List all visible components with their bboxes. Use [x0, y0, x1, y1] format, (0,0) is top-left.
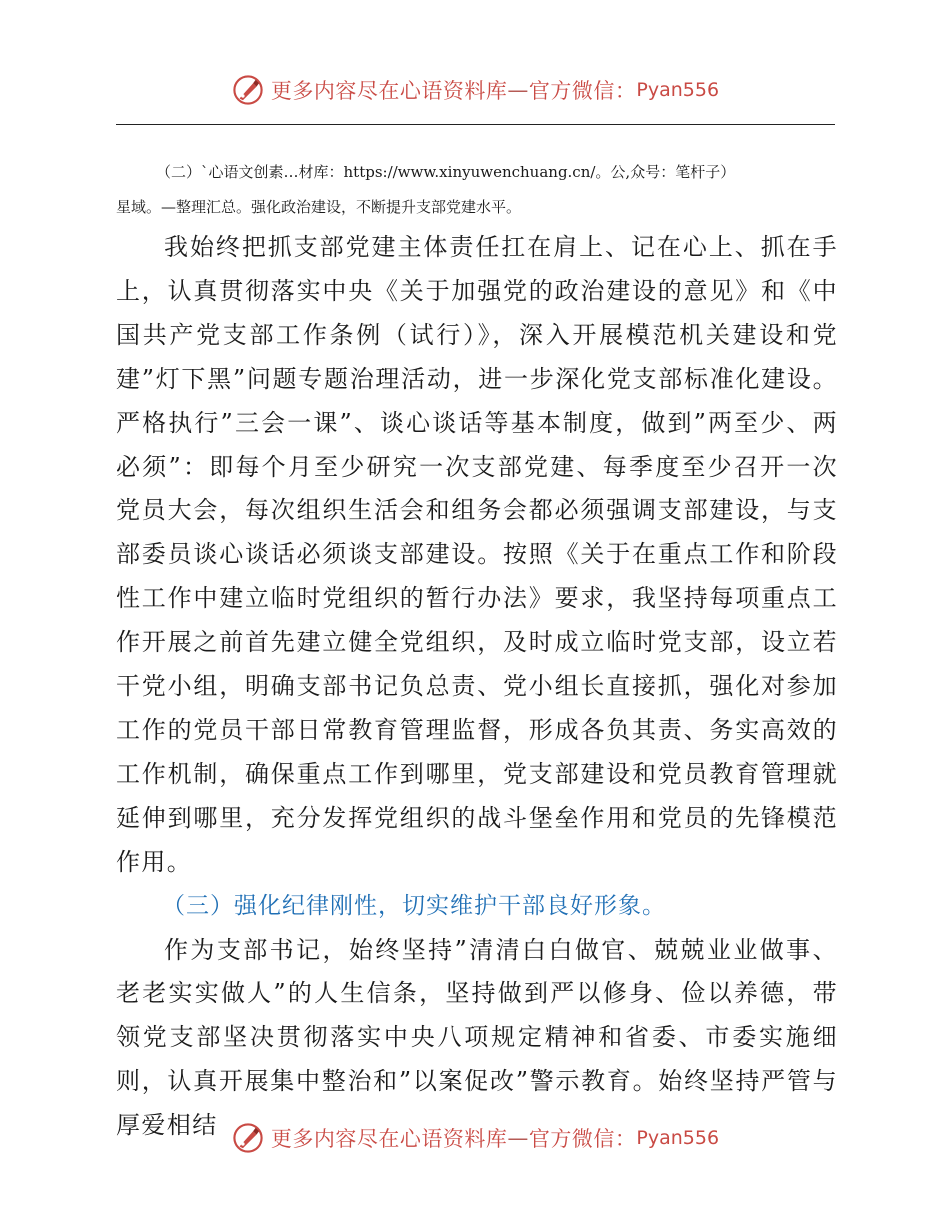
- document-body: [116, 152, 838, 1148]
- banner-separator: —: [507, 78, 529, 102]
- banner-wechat-id: Pyan556: [636, 1127, 720, 1149]
- banner-separator: —: [507, 1126, 529, 1150]
- pen-nib-logo-icon: [231, 1121, 265, 1155]
- pen-nib-logo-icon: [231, 73, 265, 107]
- inline-note-line-2: 星域。—整理汇总。强化政治建设，不断提升支部党建水平。: [116, 198, 522, 216]
- header-banner: [0, 68, 950, 112]
- banner-wechat-label: 官方微信：: [528, 1127, 637, 1151]
- paragraph-party-building: 我始终把抓支部党建主体责任扛在肩上、记在心上、抓在手上，认真贯彻落实中央《关于加强党的政治建设的意见》和《中国共产党支部工作条例（试行）》，深入开展模范机关建设和党建”灯下黑”问题专题治理活动，进一步深化党支部标准化建设。严格执行”三会一课”、谈心谈话等基本制度，做到”两至少、两必须”：即每个月至少研究一次支部党建、每季度至少召开一次党员大会，每次组织生活会和组务会都必须强调支部建设，与支部委员谈心谈话必须谈支部建设。按照《关于在重点工作和阶段性工作中建立临时党组织的暂行办法》要求，我坚持每项重点工作开展之前首先建立健全党组织，及时成立临时党支部，设立若干党小组，明确支部书记负总责、党小组长直接抓，强化对参加工作的党员干部日常教育管理监督，形成各负其责、务实高效的工作机制，确保重点工作到哪里，党支部建设和党员教育管理就延伸到哪里，充分发挥党组织的战斗堡垒作用和党员的先锋模范作用。: [116, 233, 838, 876]
- banner-wechat-id: Pyan556: [636, 79, 720, 101]
- banner-text: 更多内容尽在心语资料库: [270, 79, 508, 103]
- banner-text: 更多内容尽在心语资料库: [270, 1127, 508, 1151]
- header-divider: [116, 124, 835, 125]
- banner-wechat-label: 官方微信：: [528, 79, 637, 103]
- section-heading-3: （三）强化纪律刚性，切实维护干部良好形象。: [162, 892, 666, 919]
- footer-banner: [0, 1116, 950, 1160]
- inline-note-line-1: （二）`心语文创素…材库：https://www.xinyuwenchuang.cn/。公,众号：笔杆子）: [156, 163, 736, 181]
- paragraph-discipline: 作为支部书记，始终坚持”清清白白做官、兢兢业业做事、老老实实做人”的人生信条，坚持做到严以修身、俭以养德，带领党支部坚决贯彻落实中央八项规定精神和省委、市委实施细则，认真开展集中整治和”以案促改”警示教育。始终坚持严管与厚爱相结: [116, 935, 838, 1140]
